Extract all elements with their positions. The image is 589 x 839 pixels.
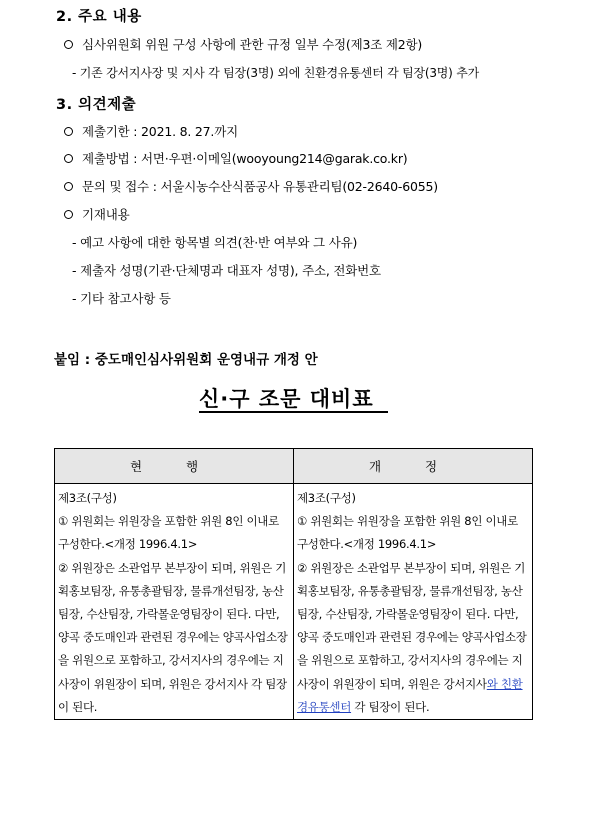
bullet-text: 심사위원회 위원 구성 사항에 관한 규정 일부 수정(제3조 제2항) <box>82 37 423 52</box>
header-current: 현 행 <box>55 449 294 484</box>
contact-item <box>64 177 438 195</box>
current-paragraph-1: ① 위원회는 위원장을 포함한 위원 8인 이내로 구성한다.<개정 1996.4.1> <box>58 514 279 552</box>
inserted-text: 와 친환경유통센터 <box>297 676 523 714</box>
circle-bullet-icon <box>64 154 73 163</box>
circle-bullet-icon <box>64 40 73 49</box>
section-2-dash-item: - 기존 강서지사장 및 지사 각 팀장(3명) 외에 친환경유통센터 각 팀장(3명) 추가 <box>72 66 480 80</box>
revised-cell <box>294 484 533 720</box>
content-label-text: 기재내용 <box>82 207 130 222</box>
content-label-item <box>64 205 130 223</box>
content-item: - 예고 사항에 대한 항목별 의견(찬·반 여부와 그 사유) <box>72 235 358 250</box>
current-cell <box>55 484 294 720</box>
content-item: - 기타 참고사항 등 <box>72 291 171 306</box>
comparison-table <box>54 448 533 720</box>
circle-bullet-icon <box>64 182 73 191</box>
contact-text: 문의 및 접수 : 서울시농수산식품공사 유통관리팀(02-2640-6055) <box>82 179 438 194</box>
revised-p2-tail: 각 팀장이 된다. <box>351 699 430 714</box>
revised-article: 제3조(구성) <box>297 491 356 505</box>
revised-p2-text: ② 위원장은 소관업무 본부장이 되며, 위원은 기획홍보팀장, 유통총괄팀장, 물류개선팀장, 농산팀장, 수산팀장, 가락몰운영팀장이 된다. 다만, 양곡 중도매인과 관련된 경우에는 양곡사업소장을 위원으로 포함하고, 강서지사의 경우에는 지사장이 위원장이 되며, 위원은 강서지사 <box>297 560 527 691</box>
title-underline <box>199 411 388 413</box>
revised-paragraph-2 <box>297 557 530 719</box>
revised-paragraph-1: ① 위원회는 위원장을 포함한 위원 8인 이내로 구성한다.<개정 1996.4.1> <box>297 514 518 552</box>
section-2-heading: 2. 주요 내용 <box>56 9 142 25</box>
circle-bullet-icon <box>64 127 73 136</box>
section-3-heading: 3. 의견제출 <box>56 97 137 113</box>
deadline-text: 제출기한 : 2021. 8. 27.까지 <box>82 124 238 139</box>
method-item <box>64 149 407 167</box>
comparison-title: 신·구 조문 대비표 <box>199 387 374 411</box>
header-revised: 개 정 <box>294 449 533 484</box>
method-text: 제출방법 : 서면·우편·이메일(wooyoung214@garak.co.kr) <box>82 151 408 166</box>
circle-bullet-icon <box>64 210 73 219</box>
section-2-bullet <box>64 35 422 53</box>
content-item: - 제출자 성명(기관·단체명과 대표자 성명), 주소, 전화번호 <box>72 263 381 278</box>
current-paragraph-2: ② 위원장은 소관업무 본부장이 되며, 위원은 기획홍보팀장, 유통총괄팀장, 물류개선팀장, 농산팀장, 수산팀장, 가락몰운영팀장이 된다. 다만, 양곡 중도매인과 관련된 경우에는 양곡사업소장을 위원으로 포함하고, 강서지사의 경우에는 지사장이 위원장이 되며, 위원은 강서지사 각 팀장이 된다. <box>58 560 288 714</box>
current-article: 제3조(구성) <box>58 491 117 505</box>
annex-label: 붙임 : 중도매인심사위원회 운영내규 개정 안 <box>54 352 318 368</box>
deadline-item <box>64 122 238 140</box>
